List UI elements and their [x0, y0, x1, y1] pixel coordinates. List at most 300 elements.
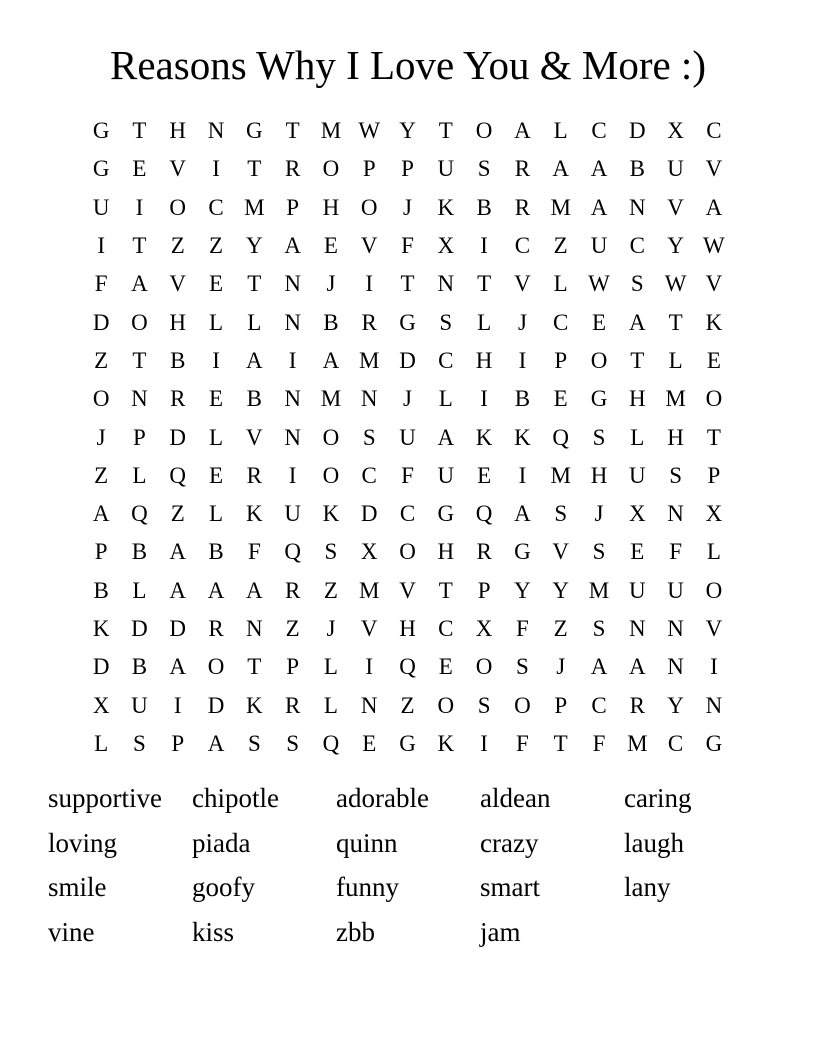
grid-letter: L: [209, 309, 224, 335]
grid-letter: S: [362, 424, 376, 450]
grid-letter: G: [705, 730, 723, 756]
grid-row: [82, 495, 733, 533]
grid-letter: E: [553, 386, 568, 412]
grid-letter: U: [437, 462, 455, 488]
word-list-item: laugh: [624, 827, 684, 858]
grid-letter: X: [705, 501, 723, 527]
grid-letter: K: [322, 501, 340, 527]
grid-letter: L: [323, 654, 338, 680]
grid-letter: C: [667, 730, 684, 756]
grid-letter: P: [401, 156, 414, 182]
grid-row: [82, 265, 733, 303]
grid-letter: A: [628, 309, 646, 335]
grid-letter: B: [246, 386, 262, 412]
grid-letter: A: [552, 156, 570, 182]
grid-letter: C: [438, 347, 454, 373]
grid-letter: H: [628, 386, 646, 412]
grid-letter: I: [365, 271, 374, 297]
grid-letter: A: [514, 501, 531, 527]
grid-letter: P: [362, 156, 376, 182]
grid-letter: T: [132, 118, 147, 144]
grid-letter: L: [630, 424, 645, 450]
grid-letter: O: [705, 386, 723, 412]
grid-letter: C: [706, 118, 722, 144]
grid-letter: B: [93, 577, 109, 603]
grid-letter: Z: [285, 616, 300, 641]
grid-letter: U: [590, 233, 608, 259]
grid-letter: R: [284, 156, 301, 182]
grid-letter: T: [247, 156, 262, 182]
grid-row: [82, 189, 733, 227]
word-list-item: funny: [336, 872, 399, 903]
grid-letter: C: [591, 118, 607, 144]
grid-letter: S: [439, 309, 453, 335]
grid-letter: Z: [170, 501, 185, 527]
grid-letter: R: [361, 309, 377, 335]
grid-letter: A: [514, 118, 531, 144]
grid-letter: J: [403, 386, 412, 412]
grid-letter: O: [322, 156, 340, 182]
grid-row: [82, 457, 733, 495]
grid-letter: V: [360, 233, 378, 259]
word-list-item: zbb: [336, 916, 375, 947]
grid-letter: S: [286, 730, 300, 756]
grid-letter: L: [323, 692, 338, 718]
grid-letter: M: [550, 194, 571, 220]
grid-letter: M: [627, 730, 648, 756]
grid-letter: L: [438, 386, 453, 412]
grid-letter: N: [437, 271, 455, 297]
grid-letter: F: [592, 730, 606, 756]
grid-letter: M: [550, 462, 571, 488]
grid-row: [82, 150, 733, 188]
grid-letter: E: [630, 539, 645, 565]
grid-letter: I: [480, 233, 488, 259]
grid-letter: J: [556, 654, 566, 680]
grid-letter: V: [169, 271, 187, 297]
grid-letter: E: [209, 462, 224, 488]
word-row: [48, 910, 768, 955]
grid-letter: N: [246, 616, 263, 641]
grid-letter: K: [705, 309, 723, 335]
grid-letter: U: [437, 156, 455, 182]
grid-letter: M: [320, 386, 342, 412]
grid-letter: X: [628, 501, 646, 527]
grid-letter: O: [360, 194, 378, 220]
grid-letter: S: [592, 539, 606, 565]
grid-letter: I: [480, 386, 488, 412]
grid-letter: N: [628, 194, 646, 220]
grid-letter: T: [477, 271, 492, 297]
grid-row: [82, 533, 733, 571]
grid-letter: Z: [400, 692, 415, 718]
grid-letter: F: [669, 539, 682, 565]
grid-letter: J: [326, 616, 336, 641]
grid-letter: F: [516, 730, 529, 756]
grid-letter: F: [516, 616, 529, 641]
grid-letter: R: [284, 577, 301, 603]
grid-letter: N: [131, 386, 148, 412]
grid-letter: C: [438, 616, 454, 641]
grid-letter: V: [705, 156, 723, 182]
grid-letter: N: [360, 386, 378, 412]
word-row: [48, 776, 768, 821]
grid-letter: V: [360, 616, 378, 641]
grid-letter: R: [514, 156, 531, 182]
grid-letter: F: [401, 462, 414, 488]
grid-letter: M: [665, 386, 686, 412]
word-list-item: aldean: [480, 783, 551, 814]
grid-letter: U: [131, 692, 148, 718]
grid-letter: N: [667, 501, 684, 527]
grid-letter: U: [284, 501, 301, 527]
grid-letter: A: [437, 424, 455, 450]
word-row: [48, 821, 768, 866]
grid-letter: T: [132, 233, 147, 259]
grid-letter: Z: [209, 233, 224, 259]
grid-letter: F: [401, 233, 414, 259]
grid-letter: N: [667, 616, 684, 641]
grid-letter: S: [669, 462, 682, 488]
grid-letter: I: [288, 462, 297, 488]
grid-letter: J: [96, 424, 106, 450]
grid-letter: L: [209, 424, 224, 450]
grid-letter: Y: [514, 577, 531, 603]
grid-letter: F: [94, 271, 108, 297]
grid-letter: X: [437, 233, 455, 259]
grid-letter: N: [705, 692, 723, 718]
grid-letter: T: [630, 347, 645, 373]
grid-letter: L: [706, 539, 721, 565]
grid-letter: G: [92, 156, 110, 182]
grid-letter: H: [399, 616, 416, 641]
grid-letter: A: [590, 654, 608, 680]
grid-letter: L: [209, 501, 224, 527]
grid-letter: Q: [552, 424, 570, 450]
grid-letter: I: [173, 692, 182, 718]
grid-letter: O: [475, 118, 493, 144]
grid-letter: I: [480, 730, 488, 756]
grid-letter: G: [437, 501, 455, 527]
grid-letter: Q: [169, 462, 187, 488]
grid-letter: O: [437, 692, 455, 718]
grid-letter: K: [437, 730, 455, 756]
grid-letter: M: [244, 194, 265, 220]
grid-row: [82, 686, 733, 724]
grid-letter: C: [553, 309, 569, 335]
grid-letter: P: [477, 577, 491, 603]
grid-letter: D: [628, 118, 646, 144]
grid-letter: A: [131, 271, 148, 297]
word-list-item: caring: [624, 783, 692, 814]
grid-letter: A: [705, 194, 723, 220]
grid-letter: G: [399, 309, 416, 335]
grid-letter: X: [667, 118, 684, 144]
grid-letter: D: [169, 616, 187, 641]
grid-letter: W: [703, 233, 725, 259]
grid-letter: H: [590, 462, 608, 488]
grid-letter: P: [171, 730, 185, 756]
grid-letter: V: [169, 156, 187, 182]
grid-letter: U: [399, 424, 416, 450]
grid-letter: V: [514, 271, 531, 297]
grid-letter: I: [97, 233, 105, 259]
grid-letter: M: [588, 577, 610, 603]
word-list-item: quinn: [336, 827, 398, 858]
grid-letter: O: [475, 654, 493, 680]
grid-letter: D: [92, 309, 110, 335]
letter-grid: [82, 112, 733, 763]
grid-letter: G: [92, 118, 110, 144]
grid-letter: O: [514, 692, 531, 718]
grid-letter: V: [705, 271, 723, 297]
grid-letter: V: [705, 616, 723, 641]
grid-letter: S: [630, 271, 644, 297]
grid-letter: N: [284, 309, 301, 335]
grid-letter: S: [133, 730, 146, 756]
grid-letter: A: [207, 730, 225, 756]
word-list-item: kiss: [192, 916, 235, 947]
grid-letter: K: [246, 501, 263, 527]
grid-letter: V: [552, 539, 570, 565]
grid-letter: Z: [553, 233, 568, 259]
grid-letter: T: [438, 118, 453, 144]
grid-letter: C: [208, 194, 224, 220]
grid-letter: B: [629, 156, 645, 182]
grid-letter: A: [246, 577, 263, 603]
grid-letter: O: [322, 424, 340, 450]
grid-letter: O: [322, 462, 340, 488]
grid-letter: R: [284, 692, 301, 718]
grid-letter: J: [326, 271, 336, 297]
grid-letter: G: [246, 118, 263, 144]
grid-letter: A: [284, 233, 301, 259]
grid-letter: V: [667, 194, 684, 220]
grid-letter: Y: [667, 233, 684, 259]
grid-letter: T: [553, 730, 568, 756]
grid-letter: O: [399, 539, 416, 565]
grid-letter: I: [518, 347, 527, 373]
grid-letter: I: [288, 347, 297, 373]
grid-letter: N: [628, 616, 646, 641]
grid-letter: Z: [170, 233, 185, 259]
grid-letter: L: [477, 309, 492, 335]
grid-letter: C: [629, 233, 645, 259]
grid-letter: L: [553, 118, 568, 144]
grid-letter: U: [667, 156, 684, 182]
grid-letter: M: [359, 577, 380, 603]
grid-letter: Z: [94, 347, 109, 373]
grid-row: [82, 342, 733, 380]
grid-letter: N: [284, 386, 301, 412]
grid-letter: J: [517, 309, 527, 335]
grid-letter: K: [437, 194, 455, 220]
grid-letter: M: [320, 118, 342, 144]
grid-letter: Y: [667, 692, 684, 718]
grid-letter: B: [323, 309, 339, 335]
grid-letter: L: [668, 347, 683, 373]
grid-letter: R: [629, 692, 645, 718]
word-list-item: piada: [192, 827, 251, 858]
grid-letter: O: [92, 386, 110, 412]
word-list-item: vine: [48, 916, 95, 947]
grid-letter: T: [132, 347, 147, 373]
word-list-item: smile: [48, 872, 107, 903]
grid-letter: L: [94, 730, 109, 756]
grid-letter: T: [668, 309, 683, 335]
grid-letter: S: [324, 539, 338, 565]
grid-letter: K: [92, 616, 110, 641]
grid-letter: Y: [246, 233, 263, 259]
grid-letter: A: [590, 156, 608, 182]
grid-letter: L: [247, 309, 262, 335]
grid-letter: E: [591, 309, 607, 335]
grid-row: [82, 303, 733, 341]
grid-letter: C: [399, 501, 416, 527]
word-list-item: supportive: [48, 783, 162, 814]
grid-letter: S: [247, 730, 261, 756]
grid-row: [82, 648, 733, 686]
grid-letter: B: [170, 347, 186, 373]
grid-letter: U: [92, 194, 110, 220]
word-row: [48, 865, 768, 910]
grid-letter: K: [475, 424, 493, 450]
grid-letter: H: [169, 118, 187, 144]
grid-letter: V: [399, 577, 416, 603]
grid-letter: E: [132, 156, 147, 182]
grid-row: [82, 227, 733, 265]
grid-letter: D: [92, 654, 110, 680]
grid-letter: E: [209, 386, 224, 412]
grid-letter: C: [514, 233, 531, 259]
grid-letter: A: [590, 194, 608, 220]
grid-letter: N: [284, 271, 301, 297]
grid-letter: T: [247, 271, 262, 297]
grid-letter: O: [207, 654, 225, 680]
grid-letter: V: [246, 424, 263, 450]
grid-letter: O: [590, 347, 608, 373]
grid-letter: N: [284, 424, 301, 450]
grid-letter: E: [477, 462, 492, 488]
grid-letter: I: [365, 654, 374, 680]
grid-letter: D: [399, 347, 416, 373]
grid-letter: Y: [399, 118, 416, 144]
grid-letter: R: [246, 462, 262, 488]
grid-letter: R: [476, 539, 492, 565]
grid-letter: E: [706, 347, 721, 373]
grid-letter: D: [131, 616, 148, 641]
grid-letter: I: [518, 462, 527, 488]
grid-letter: Z: [94, 462, 109, 488]
grid-letter: P: [286, 194, 300, 220]
grid-letter: U: [667, 577, 684, 603]
grid-letter: A: [169, 654, 187, 680]
grid-letter: P: [133, 424, 146, 450]
grid-row: [82, 610, 733, 648]
grid-letter: I: [212, 347, 220, 373]
grid-letter: A: [169, 577, 187, 603]
grid-letter: U: [628, 577, 646, 603]
word-list-item: smart: [480, 872, 540, 903]
grid-letter: N: [667, 654, 684, 680]
page-title: Reasons Why I Love You & More :): [110, 42, 706, 88]
word-list-item: jam: [480, 916, 521, 947]
grid-letter: G: [590, 386, 608, 412]
grid-letter: S: [477, 692, 491, 718]
grid-letter: E: [438, 654, 453, 680]
grid-letter: O: [131, 309, 148, 335]
grid-letter: K: [246, 692, 263, 718]
grid-letter: Q: [131, 501, 148, 527]
grid-letter: E: [209, 271, 224, 297]
grid-letter: Q: [399, 654, 416, 680]
grid-letter: X: [360, 539, 378, 565]
grid-letter: A: [628, 654, 646, 680]
grid-row: [82, 112, 733, 150]
grid-letter: Z: [553, 616, 568, 641]
grid-row: [82, 418, 733, 456]
grid-letter: P: [286, 654, 300, 680]
grid-letter: G: [399, 730, 416, 756]
grid-letter: J: [403, 194, 412, 220]
grid-letter: P: [94, 539, 108, 565]
grid-letter: T: [247, 654, 262, 680]
grid-letter: O: [705, 577, 723, 603]
grid-letter: I: [710, 654, 718, 680]
grid-letter: T: [438, 577, 453, 603]
word-list-item: chipotle: [192, 783, 279, 814]
grid-letter: S: [477, 156, 491, 182]
grid-letter: P: [707, 462, 721, 488]
grid-letter: X: [92, 692, 110, 718]
grid-letter: Z: [323, 577, 338, 603]
grid-letter: M: [359, 347, 380, 373]
grid-letter: W: [358, 118, 381, 144]
grid-letter: B: [514, 386, 531, 412]
grid-letter: L: [132, 577, 147, 603]
grid-letter: H: [667, 424, 684, 450]
grid-letter: B: [208, 539, 224, 565]
grid-letter: I: [135, 194, 144, 220]
grid-letter: Q: [475, 501, 493, 527]
grid-letter: H: [475, 347, 493, 373]
grid-letter: A: [169, 539, 187, 565]
grid-letter: Y: [552, 577, 570, 603]
grid-letter: D: [169, 424, 187, 450]
grid-letter: Q: [284, 539, 301, 565]
grid-letter: F: [247, 539, 261, 565]
grid-letter: A: [246, 347, 263, 373]
grid-letter: J: [594, 501, 604, 527]
grid-letter: R: [514, 194, 531, 220]
word-list-item: lany: [624, 872, 671, 903]
grid-letter: U: [628, 462, 646, 488]
word-list-item: crazy: [480, 827, 539, 858]
grid-letter: G: [514, 539, 531, 565]
grid-letter: B: [476, 194, 492, 220]
grid-letter: P: [554, 692, 568, 718]
grid-letter: D: [207, 692, 225, 718]
grid-letter: H: [322, 194, 340, 220]
word-list-item: adorable: [336, 783, 429, 814]
grid-letter: K: [514, 424, 531, 450]
grid-letter: W: [664, 271, 687, 297]
grid-letter: H: [169, 309, 187, 335]
grid-letter: S: [516, 654, 529, 680]
grid-letter: S: [554, 501, 568, 527]
grid-letter: W: [588, 271, 610, 297]
grid-row: [82, 572, 733, 610]
